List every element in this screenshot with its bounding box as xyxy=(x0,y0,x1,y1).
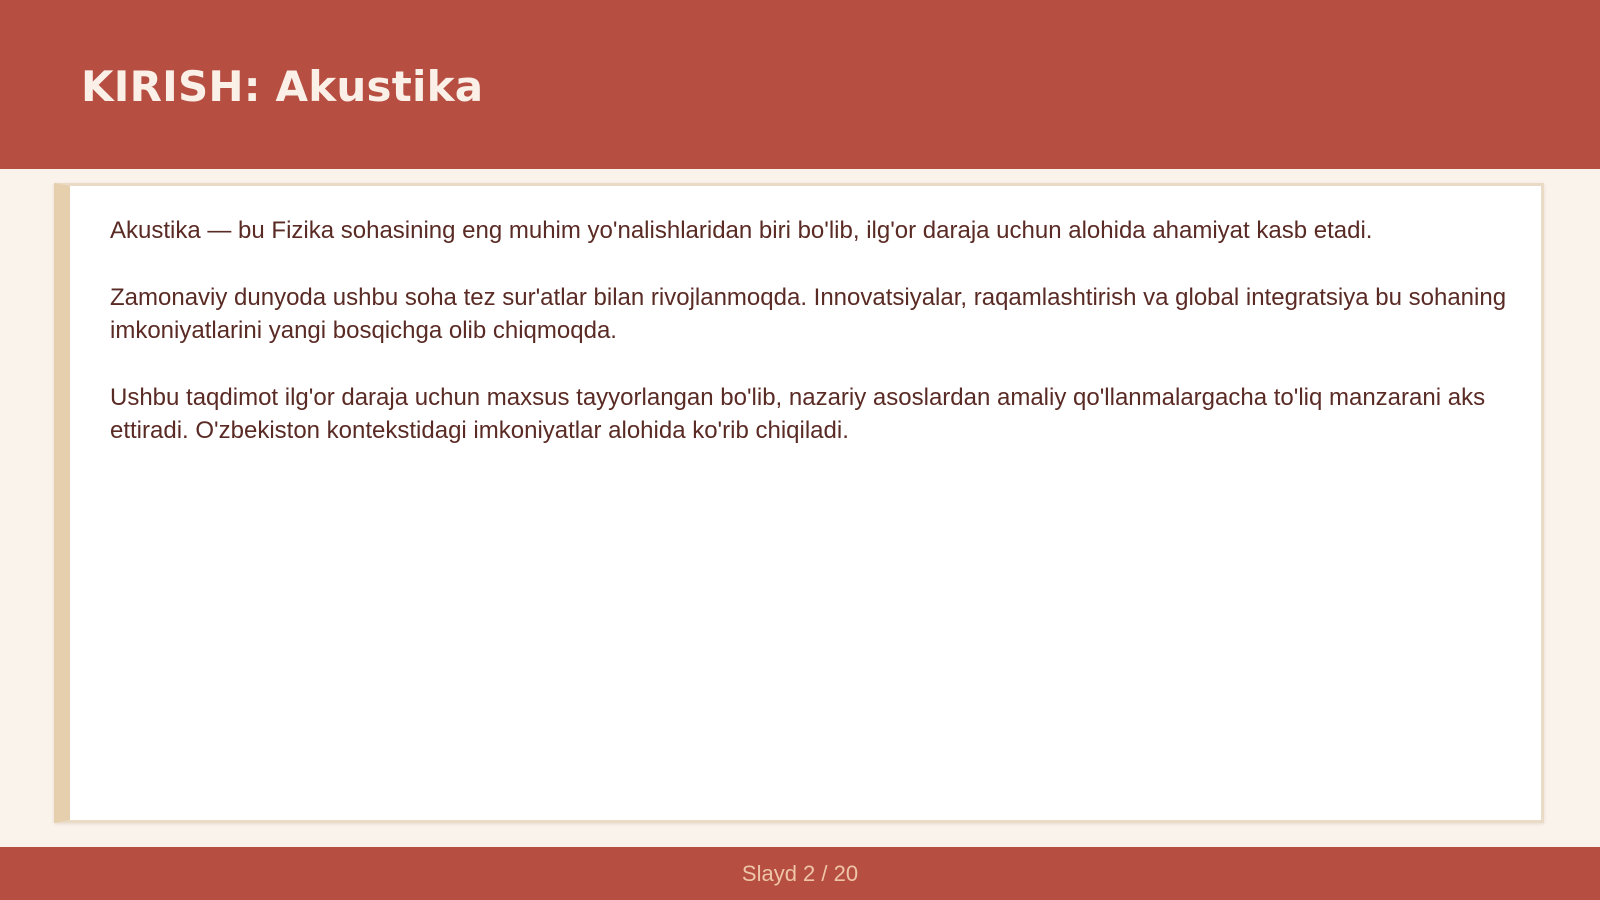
slide-number: Slayd 2 / 20 xyxy=(741,861,859,886)
paragraph-intro: Akustika — bu Fizika sohasining eng muhim yo'nalishlaridan biri bo'lib, ilg'or daraja uchun alohida ahamiyat kasb etadi. xyxy=(110,217,1373,244)
content-card xyxy=(54,183,1544,823)
content-body xyxy=(110,214,1510,481)
paragraph-presentation-scope: Ushbu taqdimot ilg'or daraja uchun maxsus tayyorlangan bo'lib, nazariy asoslardan amaliy qo'llanmalargacha to'liq manzarani aks ettiradi. O'zbekiston kontekstidagi imkoniyatlar alohida ko'rib chiqiladi. xyxy=(110,384,1486,444)
slide-title: KIRISH: Akustika xyxy=(81,62,484,111)
paragraph-modern-world: Zamonaviy dunyoda ushbu soha tez sur'atlar bilan rivojlanmoqda. Innovatsiyalar, raqamlashtirish va global integratsiya bu sohaning imkoniyatlarini yangi bosqichga olib chiqmoqda. xyxy=(110,284,1507,344)
slide-header xyxy=(0,0,1600,169)
slide-footer xyxy=(0,847,1600,900)
